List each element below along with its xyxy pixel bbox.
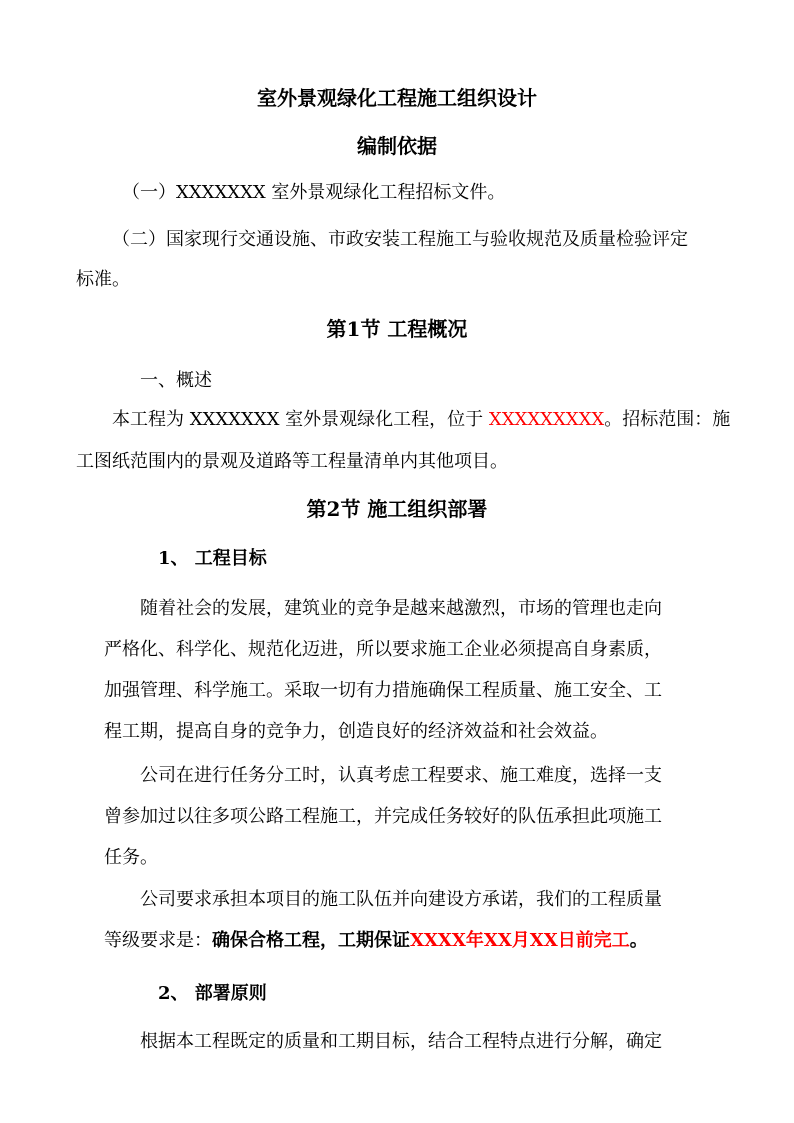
principles-paragraph-line-1: 根据本工程既定的质量和工期目标，结合工程特点进行分解，确定 [140,1031,662,1052]
document-title: 室外景观绿化工程施工组织设计 [257,86,537,110]
commitment-prefix: 等级要求是： [104,930,212,951]
subheading-project-goal: 1、 工程目标 [158,548,267,569]
subheading-deployment-principles: 2、 部署原则 [158,983,267,1004]
team-paragraph-line-1: 公司在进行任务分工时，认真考虑工程要求、施工难度，选择一支 [140,765,662,786]
overview-paragraph-line-1 [112,408,730,432]
section-1-heading: 第1节 工程概况 [326,317,468,341]
project-location: XXXXXXXXX [488,409,605,430]
commitment-paragraph-line-1: 公司要求承担本项目的施工队伍并向建设方承诺，我们的工程质量 [140,889,662,910]
commitment-paragraph-line-2 [104,929,648,953]
overview-text-before: 本工程为 XXXXXXX 室外景观绿化工程，位于 [112,409,484,430]
overview-text-after: 。招标范围：施 [604,409,731,430]
goal-paragraph-line-4: 程工期，提高自身的竞争力，创造良好的经济效益和社会效益。 [104,721,608,742]
commitment-quality: 确保合格工程，工期保证 [212,930,410,951]
goal-paragraph-line-3: 加强管理、科学施工。采取一切有力措施确保工程质量、施工安全、工 [104,680,662,701]
basis-heading: 编制依据 [357,134,437,158]
team-paragraph-line-2: 曾参加过以往多项公路工程施工，并完成任务较好的队伍承担此项施工 [104,806,662,827]
commitment-deadline: XXXX年XX月XX日前完工 [410,930,630,951]
section-2-heading: 第2节 施工组织部署 [306,497,488,521]
goal-paragraph-line-2: 严格化、科学化、规范化迈进，所以要求施工企业必须提高自身素质， [104,639,662,660]
basis-item-1: （一）XXXXXXX 室外景观绿化工程招标文件。 [122,182,506,203]
section-1-subheading-overview: 一、概述 [140,370,212,391]
goal-paragraph-line-1: 随着社会的发展，建筑业的竞争是越来越激烈，市场的管理也走向 [140,598,662,619]
team-paragraph-line-3: 任务。 [104,847,158,868]
overview-paragraph-line-2: 工图纸范围内的景观及道路等工程量清单内其他项目。 [76,451,508,472]
basis-item-2-line-1: （二）国家现行交通设施、市政安装工程施工与验收规范及质量检验评定 [112,229,688,250]
commitment-end: 。 [629,930,648,951]
basis-item-2-line-2: 标准。 [76,269,130,290]
